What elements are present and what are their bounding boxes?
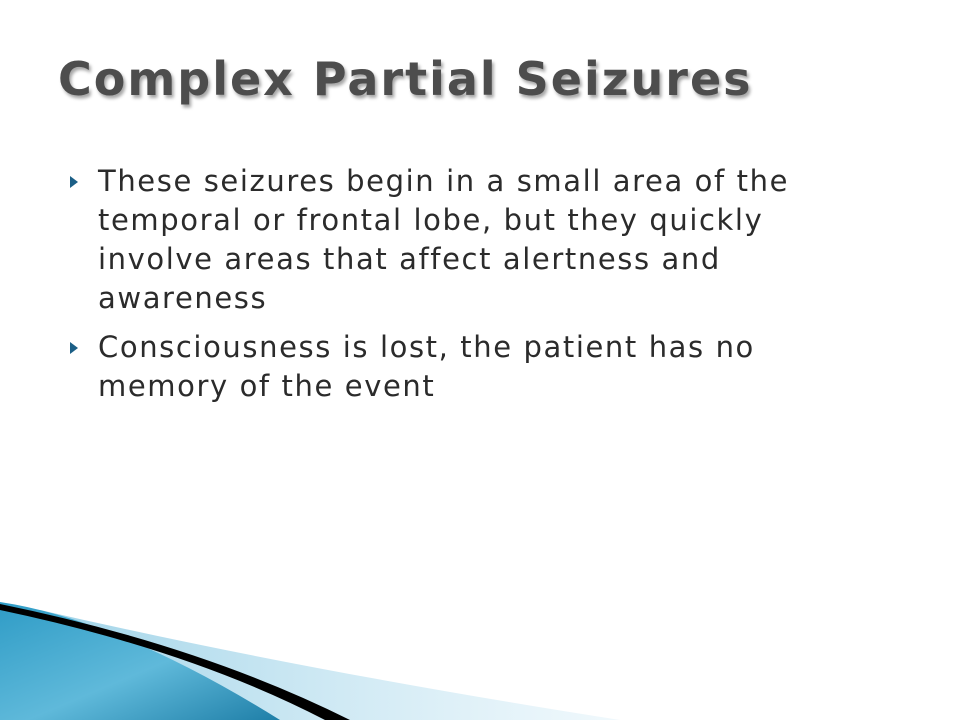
corner-swoosh-decoration <box>0 590 960 720</box>
bullet-list <box>60 162 860 416</box>
slide-title: Complex Partial Seizures <box>58 52 753 106</box>
bullet-text: Consciousness is lost, the patient has no memory of the event <box>98 330 755 403</box>
triangle-right-icon <box>70 342 78 354</box>
bullet-text: These seizures begin in a small area of the temporal or frontal lobe, but they quickly involve areas that affect alertness and awareness <box>98 164 790 315</box>
triangle-right-icon <box>70 176 78 188</box>
bullet-item <box>60 162 860 318</box>
bullet-item <box>60 328 860 406</box>
